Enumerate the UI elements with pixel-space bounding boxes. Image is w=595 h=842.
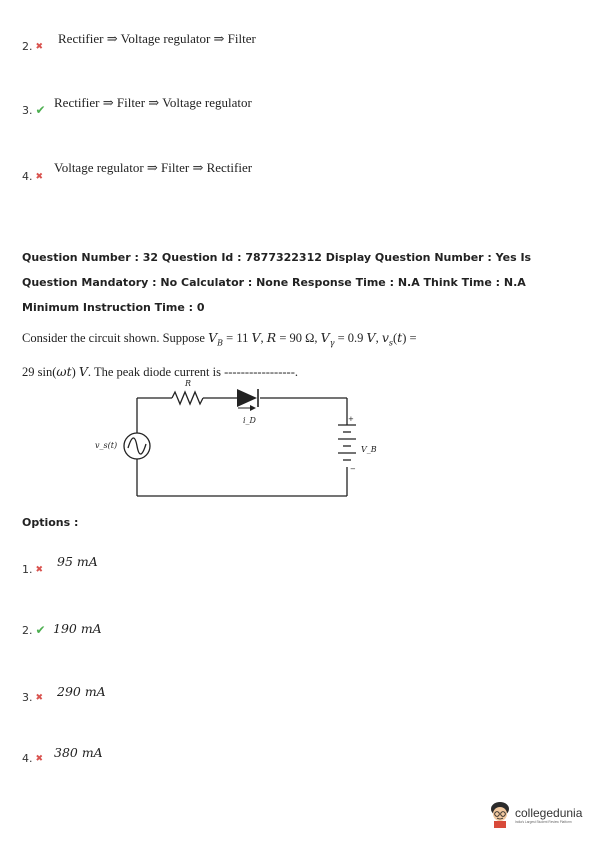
option-4-number: 4. <box>22 752 33 765</box>
prev-option-4-text: Voltage regulator ⇒ Filter ⇒ Rectifier <box>54 160 253 175</box>
prev-option-3-number: 3. <box>22 103 33 117</box>
wrong-icon: ✖ <box>35 171 44 182</box>
circuit-diagram <box>80 375 390 500</box>
prev-option-4-number: 4. <box>22 170 33 183</box>
option-2-text: 190 mA <box>53 621 102 636</box>
wrong-icon: ✖ <box>35 564 44 575</box>
question-text-line-1: Consider the circuit shown. Suppose $V_B = 11$ V, R = 90 Ω, $V_\gamma = 0.9$ V, $v_s(t)$ = <box>22 330 417 348</box>
option-3-number: 3. <box>22 691 33 704</box>
option-2[interactable] <box>22 623 46 637</box>
battery-plus: + <box>348 415 354 423</box>
resistor-label: R <box>185 379 192 388</box>
question-text-line-2: 29 sin(ωt) V. The peak diode current is -----------------. <box>22 363 298 379</box>
option-1-text: 95 mA <box>57 554 98 569</box>
prev-option-2[interactable] <box>22 40 43 53</box>
mascot-icon <box>488 800 512 830</box>
battery-label: V_B <box>361 445 377 454</box>
option-1-number: 1. <box>22 563 33 576</box>
logo-name: collegedunia <box>515 806 583 820</box>
prev-option-3-text: Rectifier ⇒ Filter ⇒ Voltage regulator <box>54 95 252 110</box>
wrong-icon: ✖ <box>35 692 44 703</box>
resistor <box>172 392 203 404</box>
diode-triangle <box>237 389 257 407</box>
option-2-number: 2. <box>22 623 33 637</box>
option-4[interactable] <box>22 752 43 765</box>
options-label: Options : <box>22 516 79 529</box>
prev-option-3[interactable] <box>22 103 46 117</box>
option-3-text: 290 mA <box>57 684 106 699</box>
prev-option-4[interactable] <box>22 170 43 183</box>
current-arrowhead <box>250 405 256 411</box>
option-4-text: 380 mA <box>54 745 103 760</box>
logo-text-block <box>515 806 582 824</box>
option-3[interactable] <box>22 691 43 704</box>
current-label: i_D <box>243 416 256 425</box>
prev-option-2-text: Rectifier ⇒ Voltage regulator ⇒ Filter <box>58 31 256 46</box>
wrong-icon: ✖ <box>35 41 44 52</box>
option-1[interactable] <box>22 563 43 576</box>
source-label: v_s(t) <box>95 441 118 450</box>
question-info: Question Number : 32 Question Id : 7877322312 Display Question Number : Yes Is Question Mandatory : No Calculator : None Response Time : N.A Think Time : N.A Minimum Instruction Time : 0 <box>22 251 532 314</box>
correct-icon: ✔ <box>35 103 46 117</box>
sine-wave-icon <box>128 438 146 454</box>
battery-minus: − <box>350 465 356 473</box>
correct-icon: ✔ <box>35 623 46 637</box>
prev-option-2-number: 2. <box>22 40 33 53</box>
logo-tagline: India's Largest Student Review Platform <box>515 820 572 824</box>
wrong-icon: ✖ <box>35 753 44 764</box>
collegedunia-logo[interactable] <box>488 800 582 830</box>
